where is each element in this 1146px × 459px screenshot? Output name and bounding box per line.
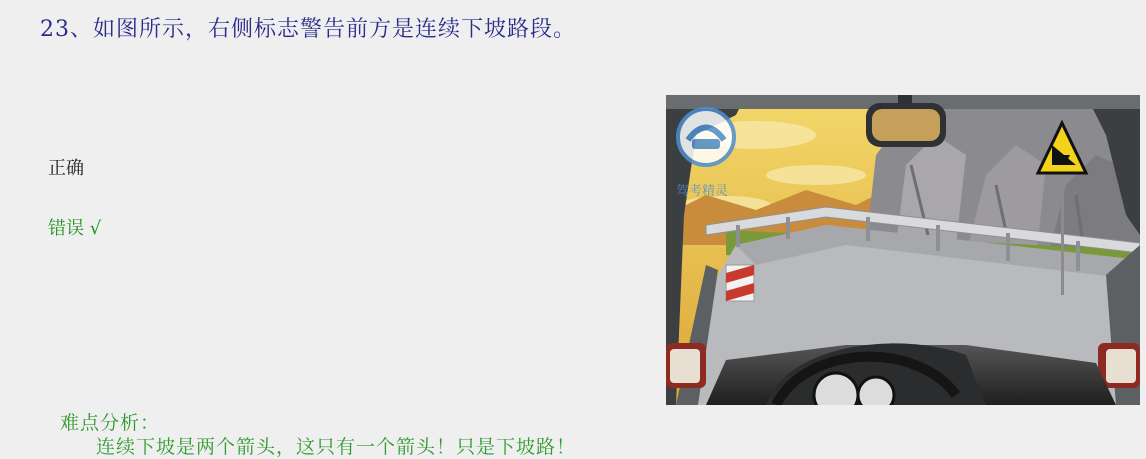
- analysis-title: 难点分析：: [60, 412, 161, 434]
- watermark-text: 驾考精灵: [676, 184, 729, 199]
- question-text: 23、如图所示，右侧标志警告前方是连续下坡路段。: [40, 17, 576, 42]
- option-correct[interactable]: 正确: [48, 158, 84, 179]
- driving-scene-image: [666, 95, 1140, 405]
- road-barrier: [726, 265, 754, 301]
- analysis-body: 连续下坡是两个箭头，这只有一个箭头！只是下坡路！: [96, 436, 577, 458]
- watermark-logo: [676, 109, 734, 199]
- option-wrong-checked[interactable]: 错误 √: [48, 218, 102, 239]
